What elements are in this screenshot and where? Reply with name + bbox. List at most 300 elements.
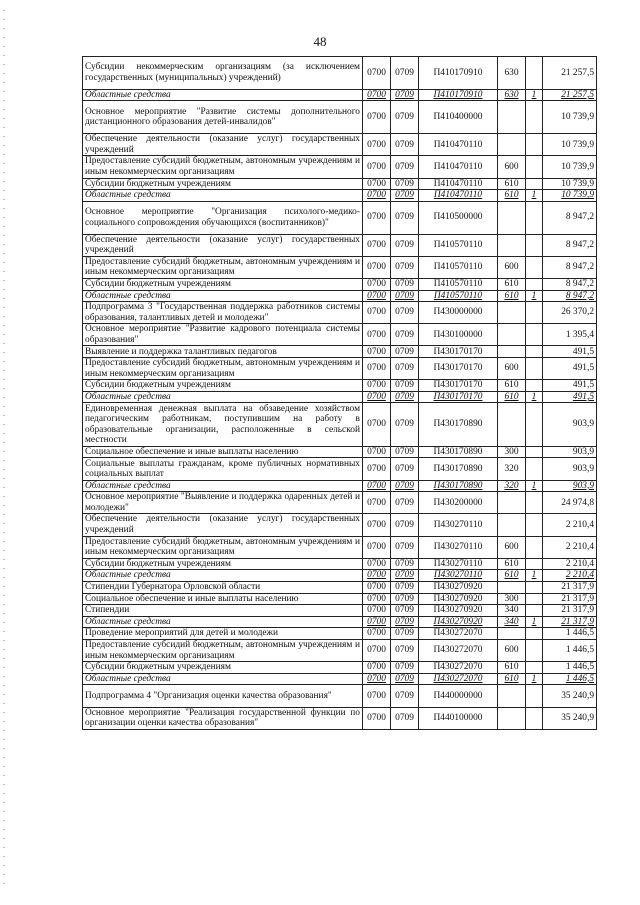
- subsection-code-cell: 0709: [391, 492, 419, 514]
- subsection-code-cell: 0709: [391, 89, 419, 101]
- table-row: [83, 358, 597, 380]
- expense-type-cell: 340: [498, 605, 526, 617]
- expense-type-cell: 610: [498, 558, 526, 570]
- subsection-code-cell: 0709: [391, 446, 419, 458]
- funding-source-cell: [526, 57, 543, 90]
- target-article-cell: П410570110: [419, 234, 498, 256]
- expenditure-name-cell: Областные средства: [83, 391, 363, 403]
- expenditure-name-cell: Предоставление субсидий бюджетным, автономным учреждениям и иным некоммерческим организациям: [83, 256, 363, 278]
- table-row: [83, 156, 597, 178]
- expenditure-name-cell: Подпрограмма 4 "Организация оценки качества образования": [83, 685, 363, 707]
- table-row-regional-funds: [83, 190, 597, 202]
- funding-source-cell: [526, 628, 543, 640]
- subsection-code-cell: 0709: [391, 707, 419, 729]
- subsection-code-cell: 0709: [391, 593, 419, 605]
- target-article-cell: П430272070: [419, 639, 498, 661]
- target-article-cell: П410400000: [419, 101, 498, 134]
- expense-type-cell: 320: [498, 458, 526, 480]
- funding-source-cell: [526, 302, 543, 324]
- subsection-code-cell: 0709: [391, 190, 419, 202]
- target-article-cell: П430272070: [419, 628, 498, 640]
- funding-source-cell: [526, 234, 543, 256]
- expense-type-cell: [498, 628, 526, 640]
- expense-type-cell: 610: [498, 380, 526, 392]
- subsection-code-cell: 0709: [391, 178, 419, 190]
- table-row-regional-funds: [83, 673, 597, 685]
- expense-type-cell: [498, 324, 526, 346]
- section-code-cell: 0700: [363, 593, 391, 605]
- amount-cell: 10 739,9: [543, 134, 597, 156]
- table-row: [83, 639, 597, 661]
- table-row: [83, 201, 597, 234]
- target-article-cell: П430000000: [419, 302, 498, 324]
- section-code-cell: 0700: [363, 616, 391, 628]
- target-article-cell: П440100000: [419, 707, 498, 729]
- table-row: [83, 492, 597, 514]
- amount-cell: 8 947,2: [543, 290, 597, 302]
- table-row: [83, 380, 597, 392]
- amount-cell: 10 739,9: [543, 190, 597, 202]
- expense-type-cell: 630: [498, 89, 526, 101]
- section-code-cell: 0700: [363, 380, 391, 392]
- expenditure-name-cell: Стипендии Губернатора Орловской области: [83, 581, 363, 593]
- funding-source-cell: [526, 346, 543, 358]
- subsection-code-cell: 0709: [391, 290, 419, 302]
- amount-cell: 21 317,9: [543, 581, 597, 593]
- amount-cell: 1 446,5: [543, 673, 597, 685]
- target-article-cell: П430270110: [419, 536, 498, 558]
- expenditure-name-cell: Основное мероприятие "Выявление и поддержка одаренных детей и молодежи": [83, 492, 363, 514]
- section-code-cell: 0700: [363, 458, 391, 480]
- expenditure-name-cell: Областные средства: [83, 89, 363, 101]
- expenditure-name-cell: Областные средства: [83, 290, 363, 302]
- expense-type-cell: [498, 403, 526, 446]
- table-row: [83, 57, 597, 90]
- target-article-cell: П430170890: [419, 403, 498, 446]
- subsection-code-cell: 0709: [391, 536, 419, 558]
- expenditure-name-cell: Субсидии бюджетным учреждениям: [83, 662, 363, 674]
- target-article-cell: П430270920: [419, 616, 498, 628]
- expense-type-cell: 610: [498, 278, 526, 290]
- expenditure-name-cell: Основное мероприятие "Реализация государственной функции по организации оценки качества образования": [83, 707, 363, 729]
- target-article-cell: П430200000: [419, 492, 498, 514]
- section-code-cell: 0700: [363, 492, 391, 514]
- expenditure-name-cell: Предоставление субсидий бюджетным, автономным учреждениям и иным некоммерческим организациям: [83, 639, 363, 661]
- target-article-cell: П430170170: [419, 346, 498, 358]
- amount-cell: 2 210,4: [543, 536, 597, 558]
- subsection-code-cell: 0709: [391, 134, 419, 156]
- amount-cell: 26 370,2: [543, 302, 597, 324]
- amount-cell: 903,9: [543, 458, 597, 480]
- section-code-cell: 0700: [363, 662, 391, 674]
- funding-source-cell: 1: [526, 616, 543, 628]
- table-row: [83, 593, 597, 605]
- section-code-cell: 0700: [363, 324, 391, 346]
- subsection-code-cell: 0709: [391, 101, 419, 134]
- target-article-cell: П410500000: [419, 201, 498, 234]
- expenditure-name-cell: Субсидии бюджетным учреждениям: [83, 278, 363, 290]
- expenditure-name-cell: Социальное обеспечение и иные выплаты населению: [83, 446, 363, 458]
- funding-source-cell: [526, 380, 543, 392]
- expenditure-name-cell: Обеспечение деятельности (оказание услуг) государственных учреждений: [83, 134, 363, 156]
- section-code-cell: 0700: [363, 290, 391, 302]
- amount-cell: 10 739,9: [543, 101, 597, 134]
- expenditure-name-cell: Субсидии бюджетным учреждениям: [83, 178, 363, 190]
- expenditure-name-cell: Областные средства: [83, 190, 363, 202]
- subsection-code-cell: 0709: [391, 302, 419, 324]
- funding-source-cell: [526, 201, 543, 234]
- subsection-code-cell: 0709: [391, 234, 419, 256]
- section-code-cell: 0700: [363, 536, 391, 558]
- amount-cell: 491,5: [543, 391, 597, 403]
- expense-type-cell: 630: [498, 57, 526, 90]
- table-row: [83, 234, 597, 256]
- funding-source-cell: [526, 639, 543, 661]
- target-article-cell: П410470110: [419, 156, 498, 178]
- funding-source-cell: 1: [526, 391, 543, 403]
- expense-type-cell: 600: [498, 358, 526, 380]
- section-code-cell: 0700: [363, 278, 391, 290]
- funding-source-cell: [526, 605, 543, 617]
- target-article-cell: П410470110: [419, 190, 498, 202]
- target-article-cell: П410570110: [419, 278, 498, 290]
- section-code-cell: 0700: [363, 190, 391, 202]
- target-article-cell: П430170890: [419, 446, 498, 458]
- target-article-cell: П430270920: [419, 605, 498, 617]
- table-row: [83, 278, 597, 290]
- expense-type-cell: [498, 514, 526, 536]
- funding-source-cell: [526, 101, 543, 134]
- section-code-cell: 0700: [363, 101, 391, 134]
- amount-cell: 21 317,9: [543, 605, 597, 617]
- expenditure-name-cell: Подпрограмма 3 "Государственная поддержка работников системы образования, талантливых детей и молодежи": [83, 302, 363, 324]
- expenditure-name-cell: Предоставление субсидий бюджетным, автономным учреждениям и иным некоммерческим организациям: [83, 536, 363, 558]
- expense-type-cell: 600: [498, 256, 526, 278]
- expense-type-cell: [498, 134, 526, 156]
- target-article-cell: П430170170: [419, 380, 498, 392]
- table-row: [83, 403, 597, 446]
- amount-cell: 35 240,9: [543, 707, 597, 729]
- target-article-cell: П410470110: [419, 178, 498, 190]
- table-row: [83, 514, 597, 536]
- amount-cell: 491,5: [543, 358, 597, 380]
- section-code-cell: 0700: [363, 581, 391, 593]
- expense-type-cell: 600: [498, 156, 526, 178]
- section-code-cell: 0700: [363, 628, 391, 640]
- amount-cell: 2 210,4: [543, 570, 597, 582]
- funding-source-cell: [526, 707, 543, 729]
- funding-source-cell: [526, 358, 543, 380]
- amount-cell: 24 974,8: [543, 492, 597, 514]
- funding-source-cell: [526, 514, 543, 536]
- subsection-code-cell: 0709: [391, 57, 419, 90]
- target-article-cell: П430272070: [419, 662, 498, 674]
- expenditure-name-cell: Обеспечение деятельности (оказание услуг) государственных учреждений: [83, 514, 363, 536]
- funding-source-cell: [526, 662, 543, 674]
- table-row: [83, 581, 597, 593]
- budget-table: [82, 56, 597, 730]
- subsection-code-cell: 0709: [391, 628, 419, 640]
- funding-source-cell: [526, 256, 543, 278]
- table-row: [83, 302, 597, 324]
- expenditure-name-cell: Субсидии бюджетным учреждениям: [83, 558, 363, 570]
- expenditure-name-cell: Областные средства: [83, 616, 363, 628]
- target-article-cell: П430170170: [419, 358, 498, 380]
- subsection-code-cell: 0709: [391, 685, 419, 707]
- section-code-cell: 0700: [363, 134, 391, 156]
- funding-source-cell: [526, 581, 543, 593]
- subsection-code-cell: 0709: [391, 156, 419, 178]
- funding-source-cell: [526, 446, 543, 458]
- expenditure-name-cell: Социальные выплаты гражданам, кроме публичных нормативных социальных выплат: [83, 458, 363, 480]
- section-code-cell: 0700: [363, 156, 391, 178]
- expense-type-cell: 610: [498, 673, 526, 685]
- expense-type-cell: 610: [498, 662, 526, 674]
- target-article-cell: П430272070: [419, 673, 498, 685]
- target-article-cell: П430170890: [419, 458, 498, 480]
- funding-source-cell: [526, 156, 543, 178]
- table-row: [83, 662, 597, 674]
- expense-type-cell: [498, 581, 526, 593]
- expenditure-name-cell: Субсидии некоммерческим организациям (за исключением государственных (муниципальных) учреждений): [83, 57, 363, 90]
- table-row-regional-funds: [83, 89, 597, 101]
- section-code-cell: 0700: [363, 234, 391, 256]
- section-code-cell: 0700: [363, 358, 391, 380]
- target-article-cell: П430270110: [419, 514, 498, 536]
- subsection-code-cell: 0709: [391, 346, 419, 358]
- expenditure-name-cell: Основное мероприятие "Организация психолого-медико-социального сопровождения обучающихся (воспитанников)": [83, 201, 363, 234]
- table-row-regional-funds: [83, 616, 597, 628]
- table-row: [83, 101, 597, 134]
- section-code-cell: 0700: [363, 605, 391, 617]
- expenditure-name-cell: Предоставление субсидий бюджетным, автономным учреждениям и иным некоммерческим организациям: [83, 358, 363, 380]
- section-code-cell: 0700: [363, 201, 391, 234]
- expenditure-name-cell: Единовременная денежная выплата на обзаведение хозяйством педагогическим работникам, поступившим на работу в образовательные организации, расположенные в сельской местности: [83, 403, 363, 446]
- expense-type-cell: [498, 201, 526, 234]
- expenditure-name-cell: Проведение мероприятий для детей и молодежи: [83, 628, 363, 640]
- expenditure-name-cell: Субсидии бюджетным учреждениям: [83, 380, 363, 392]
- table-row: [83, 685, 597, 707]
- subsection-code-cell: 0709: [391, 458, 419, 480]
- expenditure-name-cell: Социальное обеспечение и иные выплаты населению: [83, 593, 363, 605]
- scan-edge-marks: [3, 10, 5, 890]
- expense-type-cell: [498, 685, 526, 707]
- expense-type-cell: 610: [498, 290, 526, 302]
- amount-cell: 8 947,2: [543, 278, 597, 290]
- expenditure-name-cell: Областные средства: [83, 673, 363, 685]
- subsection-code-cell: 0709: [391, 278, 419, 290]
- section-code-cell: 0700: [363, 685, 391, 707]
- section-code-cell: 0700: [363, 570, 391, 582]
- amount-cell: 2 210,4: [543, 514, 597, 536]
- target-article-cell: П430270110: [419, 570, 498, 582]
- section-code-cell: 0700: [363, 514, 391, 536]
- amount-cell: 21 317,9: [543, 593, 597, 605]
- funding-source-cell: [526, 324, 543, 346]
- amount-cell: 1 446,5: [543, 662, 597, 674]
- funding-source-cell: [526, 134, 543, 156]
- target-article-cell: П410470110: [419, 134, 498, 156]
- target-article-cell: П410570110: [419, 256, 498, 278]
- funding-source-cell: 1: [526, 480, 543, 492]
- target-article-cell: П410170910: [419, 89, 498, 101]
- funding-source-cell: [526, 178, 543, 190]
- section-code-cell: 0700: [363, 558, 391, 570]
- funding-source-cell: 1: [526, 570, 543, 582]
- subsection-code-cell: 0709: [391, 639, 419, 661]
- amount-cell: 1 395,4: [543, 324, 597, 346]
- table-row: [83, 558, 597, 570]
- amount-cell: 903,9: [543, 480, 597, 492]
- table-row-regional-funds: [83, 391, 597, 403]
- amount-cell: 10 739,9: [543, 178, 597, 190]
- table-row: [83, 536, 597, 558]
- amount-cell: 8 947,2: [543, 201, 597, 234]
- table-row: [83, 324, 597, 346]
- funding-source-cell: [526, 536, 543, 558]
- section-code-cell: 0700: [363, 639, 391, 661]
- funding-source-cell: [526, 458, 543, 480]
- subsection-code-cell: 0709: [391, 662, 419, 674]
- expense-type-cell: [498, 492, 526, 514]
- amount-cell: 903,9: [543, 403, 597, 446]
- table-row: [83, 628, 597, 640]
- subsection-code-cell: 0709: [391, 581, 419, 593]
- table-row: [83, 256, 597, 278]
- funding-source-cell: [526, 278, 543, 290]
- amount-cell: 491,5: [543, 346, 597, 358]
- expense-type-cell: 600: [498, 536, 526, 558]
- expense-type-cell: 300: [498, 593, 526, 605]
- target-article-cell: П430100000: [419, 324, 498, 346]
- expense-type-cell: 300: [498, 446, 526, 458]
- section-code-cell: 0700: [363, 178, 391, 190]
- amount-cell: 8 947,2: [543, 234, 597, 256]
- section-code-cell: 0700: [363, 302, 391, 324]
- subsection-code-cell: 0709: [391, 570, 419, 582]
- amount-cell: 491,5: [543, 380, 597, 392]
- funding-source-cell: 1: [526, 673, 543, 685]
- target-article-cell: П410570110: [419, 290, 498, 302]
- table-row: [83, 458, 597, 480]
- target-article-cell: П430170890: [419, 480, 498, 492]
- section-code-cell: 0700: [363, 446, 391, 458]
- table-row: [83, 134, 597, 156]
- table-row: [83, 346, 597, 358]
- funding-source-cell: 1: [526, 190, 543, 202]
- subsection-code-cell: 0709: [391, 673, 419, 685]
- target-article-cell: П410170910: [419, 57, 498, 90]
- section-code-cell: 0700: [363, 480, 391, 492]
- target-article-cell: П430270920: [419, 581, 498, 593]
- page-number: 48: [313, 34, 327, 49]
- amount-cell: 1 446,5: [543, 639, 597, 661]
- expense-type-cell: 340: [498, 616, 526, 628]
- expenditure-name-cell: Основное мероприятие "Развитие системы дополнительного дистанционного образования детей-инвалидов": [83, 101, 363, 134]
- subsection-code-cell: 0709: [391, 380, 419, 392]
- subsection-code-cell: 0709: [391, 256, 419, 278]
- amount-cell: 2 210,4: [543, 558, 597, 570]
- section-code-cell: 0700: [363, 707, 391, 729]
- expenditure-name-cell: Областные средства: [83, 480, 363, 492]
- subsection-code-cell: 0709: [391, 403, 419, 446]
- amount-cell: 21 257,5: [543, 57, 597, 90]
- funding-source-cell: [526, 685, 543, 707]
- amount-cell: 10 739,9: [543, 156, 597, 178]
- subsection-code-cell: 0709: [391, 616, 419, 628]
- section-code-cell: 0700: [363, 57, 391, 90]
- table-row: [83, 707, 597, 729]
- funding-source-cell: 1: [526, 89, 543, 101]
- subsection-code-cell: 0709: [391, 514, 419, 536]
- section-code-cell: 0700: [363, 403, 391, 446]
- expenditure-name-cell: Стипендии: [83, 605, 363, 617]
- target-article-cell: П430270920: [419, 593, 498, 605]
- subsection-code-cell: 0709: [391, 558, 419, 570]
- section-code-cell: 0700: [363, 89, 391, 101]
- subsection-code-cell: 0709: [391, 201, 419, 234]
- amount-cell: 903,9: [543, 446, 597, 458]
- expenditure-name-cell: Областные средства: [83, 570, 363, 582]
- funding-source-cell: [526, 593, 543, 605]
- amount-cell: 21 317,9: [543, 616, 597, 628]
- section-code-cell: 0700: [363, 673, 391, 685]
- subsection-code-cell: 0709: [391, 605, 419, 617]
- amount-cell: 35 240,9: [543, 685, 597, 707]
- expense-type-cell: 320: [498, 480, 526, 492]
- expense-type-cell: [498, 346, 526, 358]
- expense-type-cell: [498, 302, 526, 324]
- expenditure-name-cell: Предоставление субсидий бюджетным, автономным учреждениям и иным некоммерческим организациям: [83, 156, 363, 178]
- funding-source-cell: [526, 492, 543, 514]
- table-row: [83, 446, 597, 458]
- table-row-regional-funds: [83, 570, 597, 582]
- expense-type-cell: [498, 234, 526, 256]
- expense-type-cell: [498, 101, 526, 134]
- amount-cell: 1 446,5: [543, 628, 597, 640]
- funding-source-cell: [526, 403, 543, 446]
- table-row: [83, 605, 597, 617]
- expenditure-name-cell: Основное мероприятие "Развитие кадрового потенциала системы образования": [83, 324, 363, 346]
- funding-source-cell: 1: [526, 290, 543, 302]
- expense-type-cell: 610: [498, 178, 526, 190]
- funding-source-cell: [526, 558, 543, 570]
- expenditure-name-cell: Выявление и поддержка талантливых педагогов: [83, 346, 363, 358]
- table-row-regional-funds: [83, 290, 597, 302]
- amount-cell: 8 947,2: [543, 256, 597, 278]
- budget-table-body: [83, 57, 597, 730]
- subsection-code-cell: 0709: [391, 391, 419, 403]
- subsection-code-cell: 0709: [391, 358, 419, 380]
- section-code-cell: 0700: [363, 391, 391, 403]
- table-row-regional-funds: [83, 480, 597, 492]
- section-code-cell: 0700: [363, 256, 391, 278]
- target-article-cell: П440000000: [419, 685, 498, 707]
- expenditure-name-cell: Обеспечение деятельности (оказание услуг) государственных учреждений: [83, 234, 363, 256]
- expense-type-cell: 610: [498, 570, 526, 582]
- expense-type-cell: 610: [498, 190, 526, 202]
- expense-type-cell: 600: [498, 639, 526, 661]
- target-article-cell: П430270110: [419, 558, 498, 570]
- table-row: [83, 178, 597, 190]
- subsection-code-cell: 0709: [391, 324, 419, 346]
- expense-type-cell: 610: [498, 391, 526, 403]
- amount-cell: 21 257,5: [543, 89, 597, 101]
- expense-type-cell: [498, 707, 526, 729]
- section-code-cell: 0700: [363, 346, 391, 358]
- target-article-cell: П430170170: [419, 391, 498, 403]
- subsection-code-cell: 0709: [391, 480, 419, 492]
